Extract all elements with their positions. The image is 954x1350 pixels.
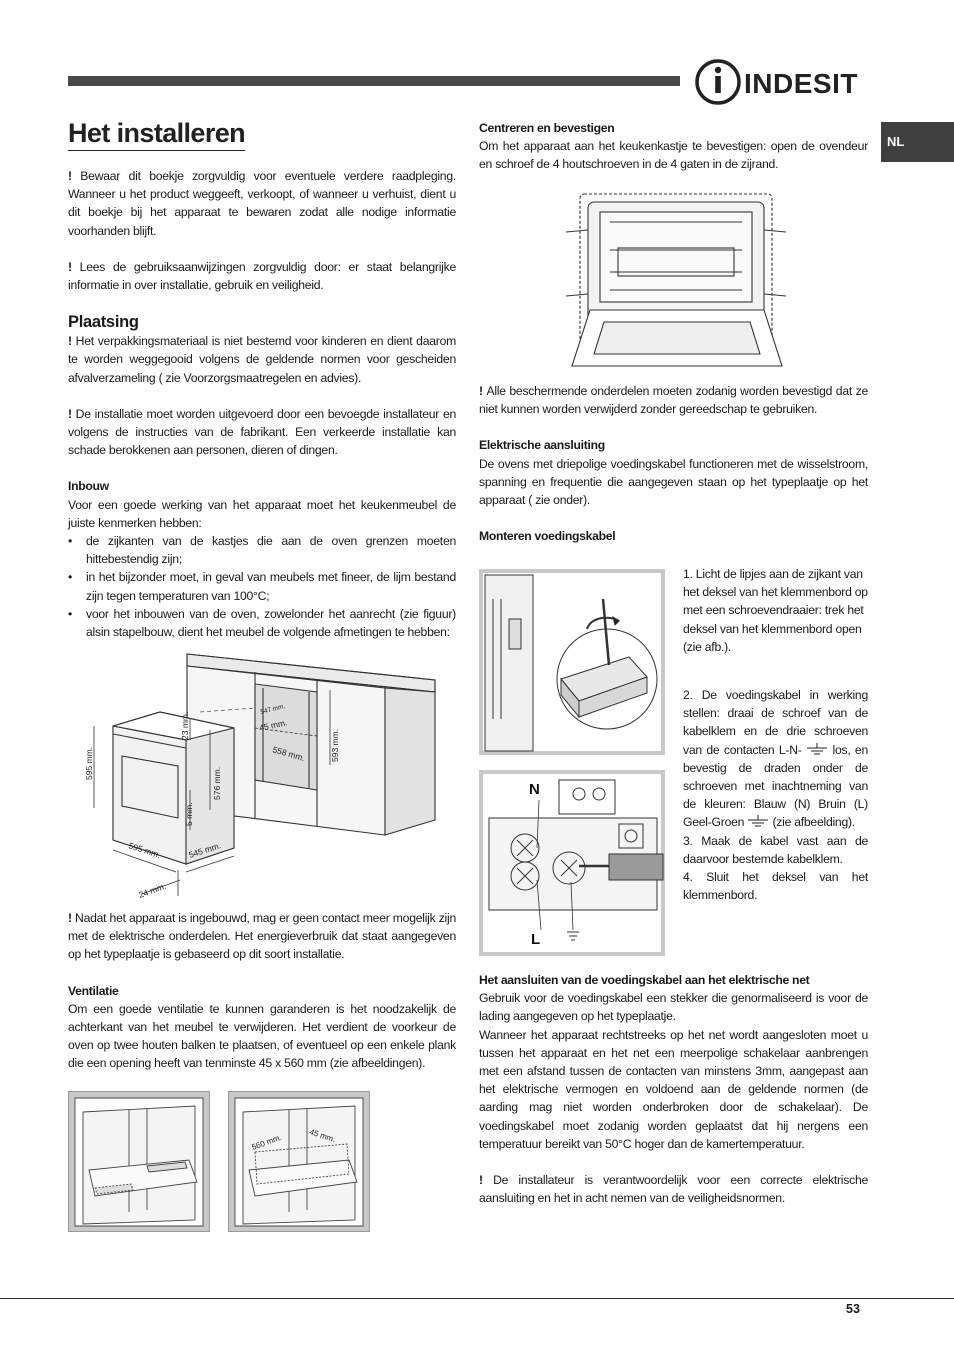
terminal-cover-figure: [479, 569, 665, 755]
header-bar: [68, 76, 680, 86]
page-title: Het installeren: [68, 116, 245, 151]
step-4: 4. Sluit het deksel van het klemmenbord.: [683, 870, 868, 903]
paragraph-ventilatie: Om een goede ventilatie te kunnen garanderen is het noodzakelijk de achterkant van het meubel te verwijderen. Het verdient de voorkeur de oven op twee houten balken te plaatsen, of eventueel op een enkele plank die een opening heeft van tenminste 45 x 560 mm (zie afbeeldingen).: [68, 1001, 456, 1071]
language-tab: NL: [881, 122, 954, 162]
paragraph-keep-booklet: ! Bewaar dit boekje zorgvuldig voor eventuele verdere raadpleging. Wanneer u het product weggeeft, verkoopt, of wanneer u verhuist, dient u dit boekje bij het apparaat te bewaren zodat alle nodige informatie voorhanden blijft.: [68, 169, 456, 238]
ground-icon: [806, 742, 828, 754]
terminal-label-n: N: [529, 781, 540, 798]
paragraph-no-contact: ! Nadat het apparaat is ingebouwd, mag er geen contact meer mogelijk zijn met de elektrische onderdelen. Het energieverbruik dat staat aangegeven op het typeplaatje is gebaseerd op dit soort installatie.: [68, 911, 456, 962]
dim-23: 23 mm.: [180, 711, 190, 740]
inbouw-bullet-list: [68, 532, 456, 641]
step-1: 1. Licht de lipjes aan de zijkant van het deksel van het klemmenbord op met een schroevendraaier: trek het deksel van het klemmenbord open (zie afb.).: [683, 567, 868, 654]
paragraph-aansluiten-2: Wanneer het apparaat rechtstreeks op het net wordt aangesloten moet u tussen het apparaat en het net een meerpolige schakelaar aanbrengen met een afstand tussen de contacten van minstens 3mm, aangepast aan het elektrische vermogen en voldoend aan de geldende normen (de aarding mag niet worden onderbroken door de schakelaar). De voedingskabel moet zodanig worden geplaatst dat hij nergens een temperatuur bereikt van 50°C hoger dan de kamertemperatuur.: [479, 1027, 868, 1151]
paragraph-elektrisch: De ovens met driepolige voedingskabel functioneren met de wisselstroom, spanning en frequentie die aangegeven staan op het typeplaatje op het apparaat ( zie onder).: [479, 456, 868, 508]
paragraph-installer: ! De installatie moet worden uitgevoerd door een bevoegde installateur en volgens de instructies van de fabrikant. Een verkeerde installatie kan schade berokkenen aan personen, dieren of dingen.: [68, 406, 456, 458]
left-column-lower: [68, 909, 456, 1073]
list-item: • de zijkanten van de kastjes die aan de oven grenzen moeten hittebestendig zijn;: [68, 532, 456, 568]
terminal-label-l: L: [531, 931, 541, 948]
section-title-ventilatie: Ventilatie: [68, 983, 119, 998]
dim-560: 560 mm.: [250, 1132, 283, 1152]
dim-593: 593 mm.: [330, 728, 340, 762]
section-title-monteren: Monteren voedingskabel: [479, 529, 616, 544]
section-title-aansluiten: Het aansluiten van de voedingskabel aan het elektrische net: [479, 973, 810, 987]
built-in-dimensions-figure: [80, 640, 440, 905]
right-column-top: [479, 119, 868, 174]
ground-icon: [747, 814, 769, 826]
section-title-inbouw: Inbouw: [68, 479, 109, 494]
dim-45-vent: 45 mm.: [308, 1127, 337, 1145]
brand-text: INDESIT: [744, 68, 858, 99]
paragraph-inbouw-intro: Voor een goede werking van het apparaat moet het keukenmeubel de juiste kenmerken hebben:: [68, 497, 456, 530]
dim-24: 24 mm.: [137, 880, 168, 900]
section-title-centreren: Centreren en bevestigen: [479, 121, 615, 135]
dim-545: 545 mm.: [187, 840, 223, 860]
paragraph-aansluiten-1: Gebruik voor de voedingskabel een stekker die genormaliseerd is voor de lading aangegeven op het typeplaatje.: [479, 991, 868, 1024]
paragraph-protect: ! Alle beschermende onderdelen moeten zodanig worden bevestigd dat ze niet kunnen worden verwijderd zonder gereedschap te gebruiken.: [479, 384, 869, 417]
dim-576: 576 mm.: [212, 766, 222, 800]
right-column-middle: [479, 382, 868, 545]
step-2: 2. De voedingskabel in werking stellen: draai de schroef van de kabelklem en de drie schroeven van de contacten L-N- los, en bevestig de draden onder de schroeven met inachtneming van de kleuren: Blauw (N) Bruin (L) Geel-Groen (zie afbeelding).: [683, 688, 868, 830]
footer-divider: [0, 1298, 954, 1299]
left-column: [68, 167, 456, 641]
paragraph-centreren: Om het apparaat aan het keukenkastje te bevestigen: open de ovendeur en schroef de 4 houtschroeven in de 4 gaten in de zijrand.: [479, 139, 868, 172]
ventilation-figure-shelf: [228, 1091, 370, 1232]
page-number: 53: [846, 1302, 860, 1316]
list-item: • in het bijzonder moet, in geval van meubels met fineer, de lijm bestand zijn tegen temperaturen van 100°C;: [68, 568, 456, 604]
indesit-logo: [694, 56, 874, 108]
dim-5: 5 mm.: [184, 802, 194, 826]
paragraph-packaging: ! Het verpakkingsmateriaal is niet bestemd voor kinderen en dient daarom te worden weggegooid volgens de geldende normen voor gescheiden afvalverzameling ( zie Voorzorgsmaatregelen en advies).: [68, 334, 457, 385]
section-title-plaatsing: Plaatsing: [68, 313, 139, 332]
dim-558: 558 mm.: [271, 744, 307, 764]
dim-595-horizontal: 595 mm.: [127, 840, 162, 861]
oven-mounting-figure: [566, 190, 788, 380]
list-item: • voor het inbouwen van de oven, zowelonder het aanrecht (zie figuur) alsin stapelbouw, dient het meubel de volgende afmetingen te hebben:: [68, 605, 456, 641]
right-column-bottom: [479, 971, 868, 1207]
dim-547: 547 mm.: [259, 703, 287, 716]
step-3: 3. Maak de kabel vast aan de daarvoor bestemde kabelklem.: [683, 833, 868, 866]
paragraph-installer-responsible: ! De installateur is verantwoordelijk voor een correcte elektrische aansluiting en het in acht nemen van de veiligheidsnormen.: [479, 1173, 868, 1206]
dim-45: 45 mm.: [258, 717, 289, 733]
ventilation-figure-beams: [68, 1091, 210, 1232]
paragraph-read-instructions: ! Lees de gebruiksaanwijzingen zorgvuldig door: er staat belangrijke informatie in over installatie, gebruik en veiligheid.: [68, 259, 456, 293]
terminal-wiring-figure: [479, 770, 665, 956]
dim-595-vertical: 595 mm.: [84, 746, 94, 780]
section-title-elektrisch: Elektrische aansluiting: [479, 438, 605, 453]
mounting-steps: [683, 565, 868, 904]
